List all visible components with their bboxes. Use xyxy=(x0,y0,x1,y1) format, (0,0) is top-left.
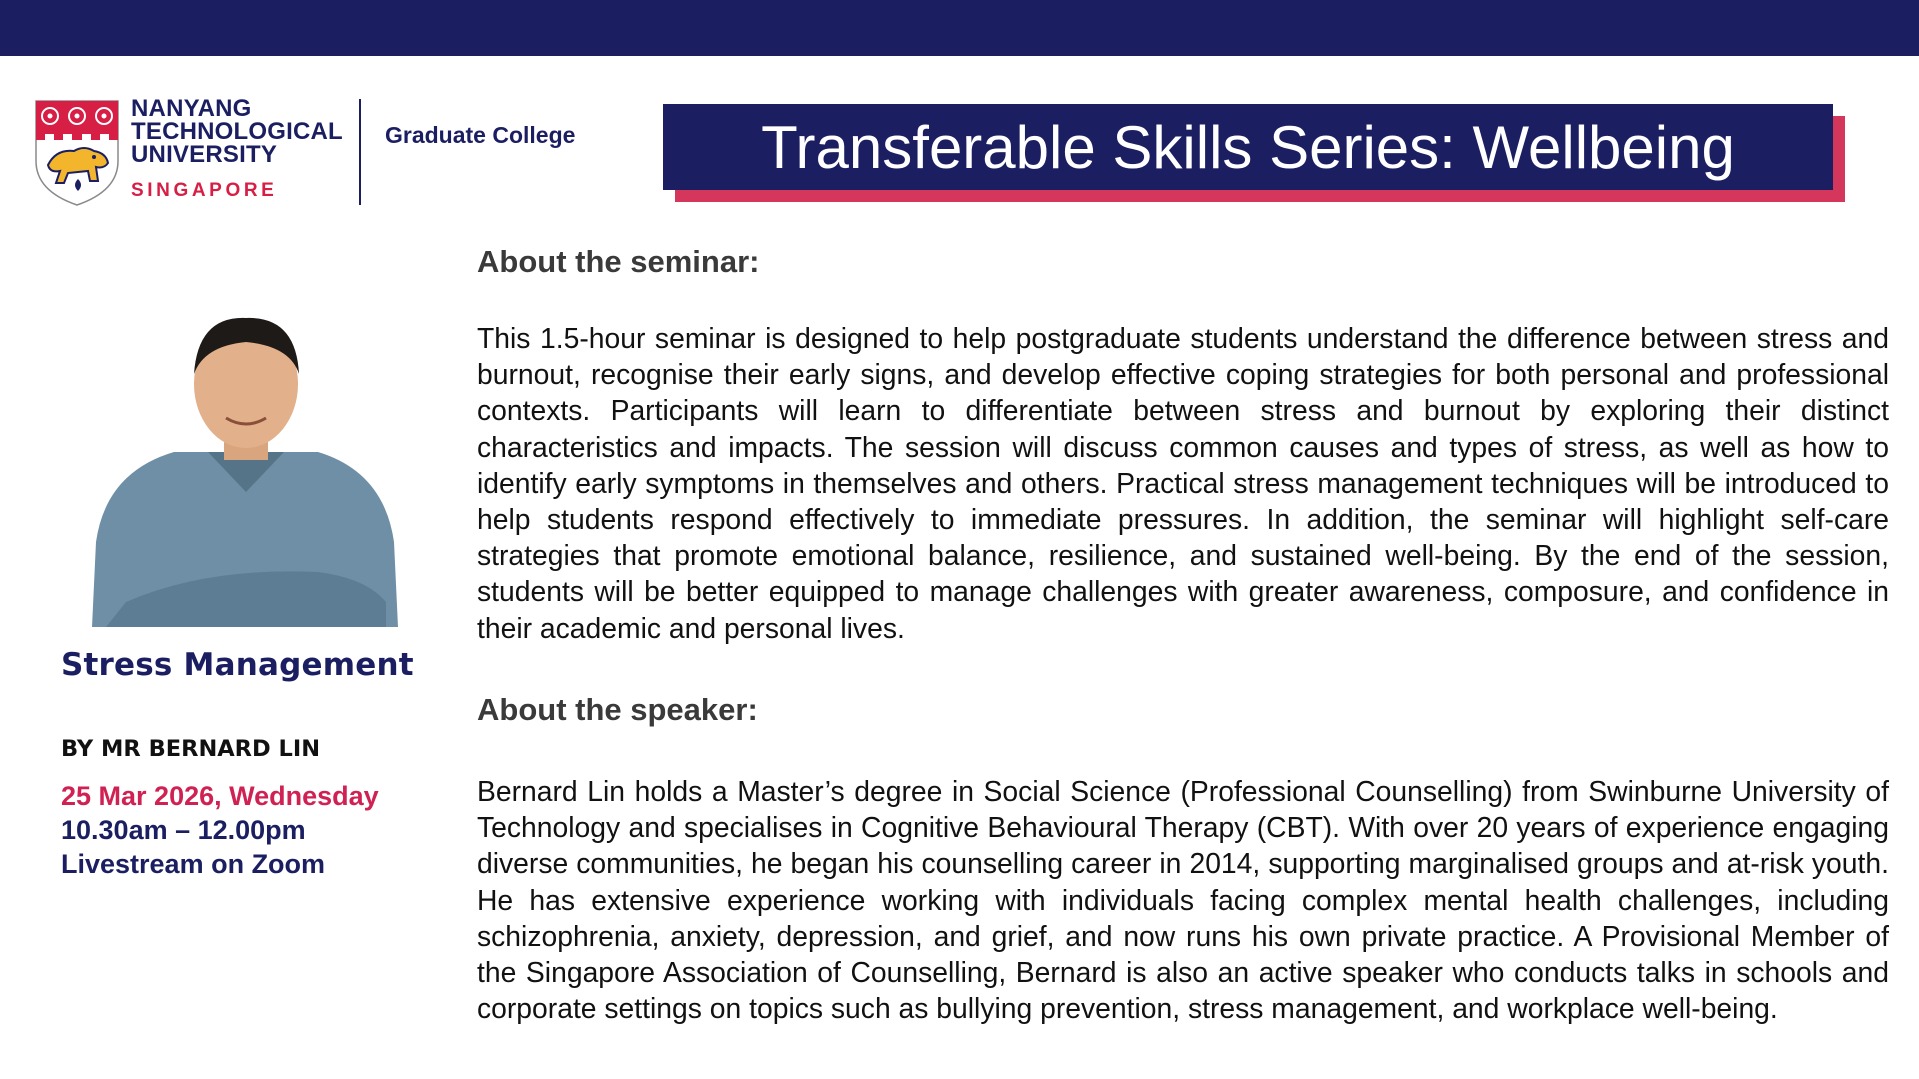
speaker-bio: Bernard Lin holds a Master’s degree in Social Science (Professional Counselling) from Swinburne University of Technology and specialises in Cognitive Behavioural Therapy (CBT). With over 20 years of experience engaging diverse communities, he began his counselling career in 2014, supporting marginalised groups and at-risk youth. He has extensive experience working with individuals facing complex mental health challenges, including schizophrenia, anxiety, depression, and grief, and now runs his own private practice. A Provisional Member of the Singapore Association of Counselling, Bernard is also an active speaker who conducts talks in schools and corporate settings on topics such as bullying prevention, stress management, and workplace well-being. xyxy=(477,775,1889,1025)
top-bar xyxy=(0,0,1919,56)
event-date: 25 Mar 2026, Wednesday xyxy=(61,781,379,811)
speaker-photo xyxy=(86,302,406,627)
speaker-heading: About the speaker: xyxy=(477,692,758,727)
university-name xyxy=(131,97,343,166)
college-name: Graduate College xyxy=(385,122,576,148)
university-name-line-1: NANYANG xyxy=(131,95,252,122)
ntu-crest-icon xyxy=(34,99,120,207)
speaker-byline: BY MR BERNARD LIN xyxy=(61,736,321,762)
seminar-heading: About the seminar: xyxy=(477,244,760,279)
university-name-line-2: TECHNOLOGICAL xyxy=(131,118,343,145)
logo-divider xyxy=(359,99,361,205)
seminar-topic: Stress Management xyxy=(61,647,414,683)
university-country: SINGAPORE xyxy=(131,180,278,201)
seminar-description: This 1.5-hour seminar is designed to help postgraduate students understand the difference between stress and burnout, recognise their early signs, and develop effective coping strategies for both personal and professional contexts. Participants will learn to differentiate between stress and burnout by exploring their distinct characteristics and impacts. The session will discuss common causes and types of stress, as well as how to identify early symptoms in themselves and others. Practical stress management techniques will be introduced to help students respond effectively to immediate pressures. In addition, the seminar will highlight self-care strategies that promote emotional balance, resilience, and sustained well-being. By the end of the session, students will be better equipped to manage challenges with greater awareness, composure, and confidence in their academic and personal lives. xyxy=(477,322,1889,644)
ntu-logo xyxy=(34,97,594,207)
university-name-line-3: UNIVERSITY xyxy=(131,141,278,168)
series-title: Transferable Skills Series: Wellbeing xyxy=(761,113,1735,181)
title-banner xyxy=(663,104,1845,202)
event-venue: Livestream on Zoom xyxy=(61,849,326,879)
event-time: 10.30am – 12.00pm xyxy=(61,815,306,845)
banner-panel xyxy=(663,104,1833,190)
